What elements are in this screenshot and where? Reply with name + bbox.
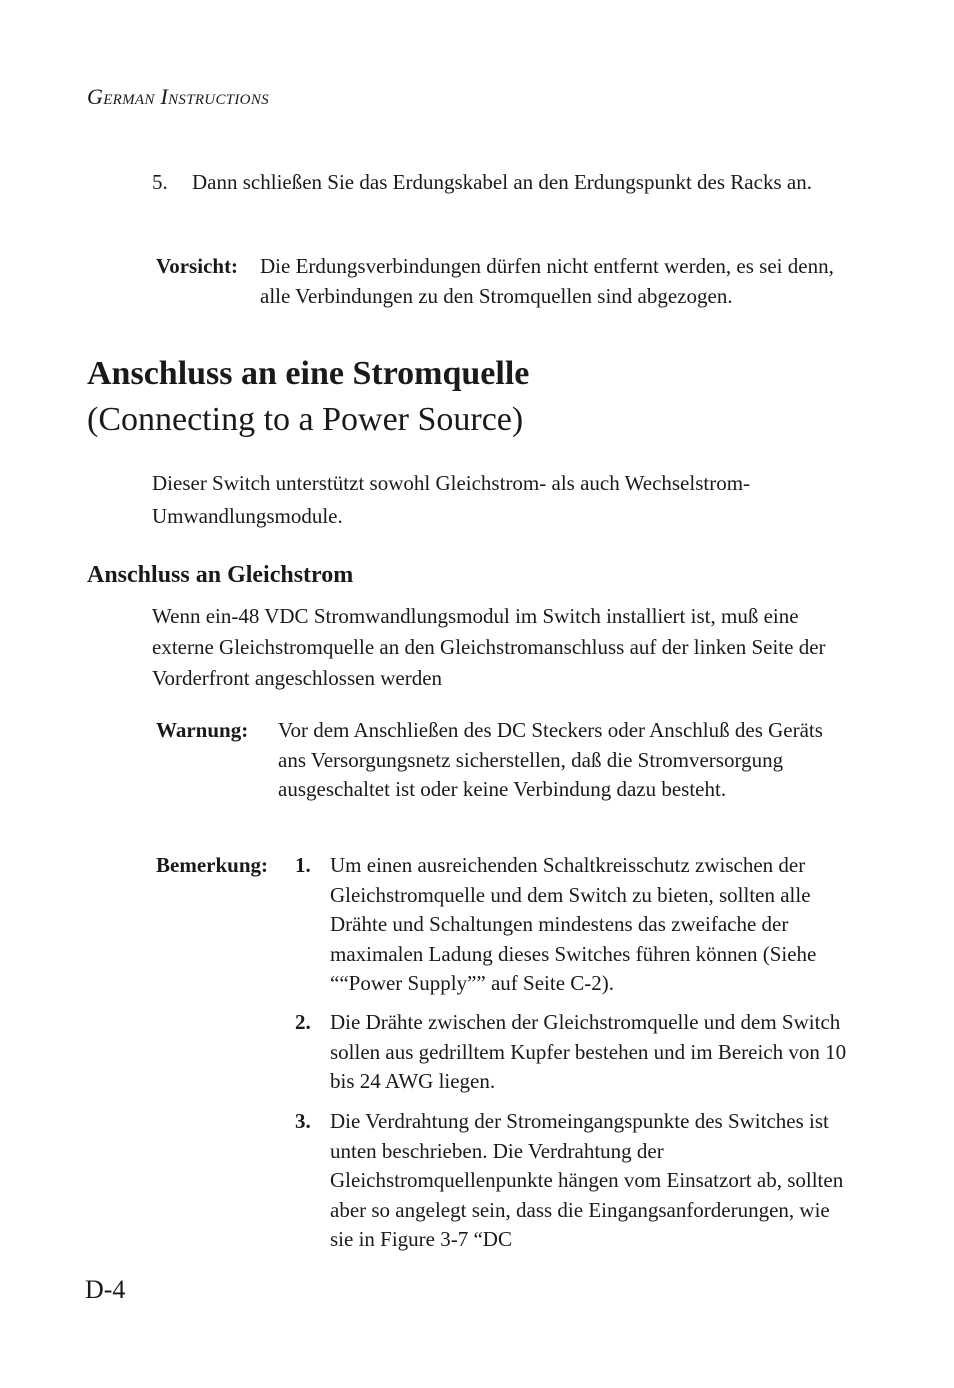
warning-label: Warnung: [156,718,249,742]
caution-text: Die Erdungsverbindungen dürfen nicht entfernt werden, es sei denn, alle Verbindungen zu den Stromquellen sind abgezogen. [260,254,834,308]
running-header: German Instructions [87,84,269,109]
section-subtitle: (Connecting to a Power Source) [87,401,524,438]
note-item-text: Die Verdrahtung der Stromeingangspunkte des Switches ist unten beschrieben. Die Verdrahtung der Gleichstromquellenpunkte hängen vom Einsatzort ab, sollten aber so angelegt sein, dass die Eingangsanforderungen, wie sie in Figure 3-7 “DC [330,1109,844,1251]
section-title: Anschluss an eine Stromquelle [87,355,530,392]
section-intro: Dieser Switch unterstützt sowohl Gleichstrom- als auch Wechselstrom-Umwandlungsmodule. [152,471,751,528]
step-number: 5. [152,170,168,194]
subsection-paragraph: Wenn ein-48 VDC Stromwandlungsmodul im Switch installiert ist, muß eine externe Gleichstromquelle an den Gleichstromanschluss auf der linken Seite der Vorderfront angeschlossen werden [152,604,826,690]
page-number: D-4 [85,1275,126,1304]
subsection-title: Anschluss an Gleichstrom [87,562,354,588]
note-item-number: 3. [295,1109,311,1133]
warning-text: Vor dem Anschließen des DC Steckers oder Anschluß des Geräts ans Versorgungsnetz sicherstellen, daß die Stromversorgung ausgeschaltet ist oder keine Verbindung dazu besteht. [278,718,823,801]
note-item-text: Die Drähte zwischen der Gleichstromquelle und dem Switch sollen aus gedrilltem Kupfer bestehen und im Bereich von 10 bis 24 AWG liegen. [330,1010,847,1093]
step-text: Dann schließen Sie das Erdungskabel an den Erdungspunkt des Racks an. [192,170,812,194]
note-item-number: 2. [295,1010,311,1034]
note-item-number: 1. [295,853,311,877]
note-label: Bemerkung: [156,853,268,877]
caution-label: Vorsicht: [156,254,239,278]
note-item-text: Um einen ausreichenden Schaltkreisschutz zwischen der Gleichstromquelle und dem Switch zu bieten, sollten alle Drähte und Schaltungen mindestens das zweifache der maximalen Ladung dieses Switches führen können (Siehe ““Power Supply”” auf Seite C-2). [330,853,817,995]
